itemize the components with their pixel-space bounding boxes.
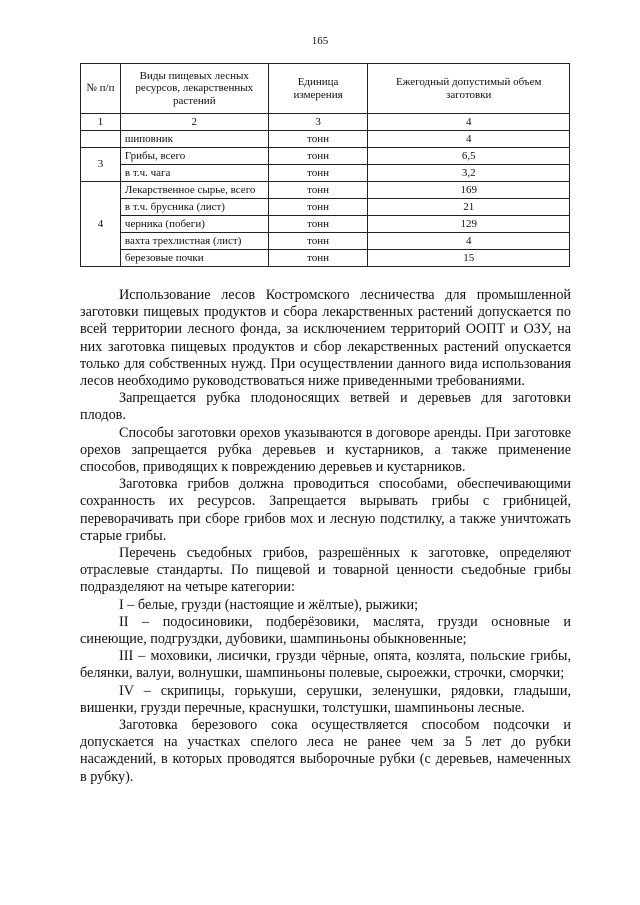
table-row: [81, 165, 570, 182]
row-number-cell: [81, 131, 121, 148]
volume-cell: 21: [368, 199, 570, 216]
header-number: № п/п: [81, 64, 121, 114]
forest-resources-table: [80, 63, 570, 267]
volume-cell: 15: [368, 250, 570, 267]
header-annual-volume: Ежегодный допустимый объем заготовки: [368, 64, 570, 114]
paragraph: Использование лесов Костромского лесничества для промышленной заготовки пищевых продуктов и сбора лекарственных растений допускается по всей территории лесного фонда, за исключением территорий ООПТ и ОЗУ, на них заготовка пищевых продуктов и сбор лекарственных растений опускается только для собственных нужд. При осуществлении данного вида использования лесов необходимо руководствоваться ниже приведенными требованиями.: [80, 287, 571, 390]
resource-name-cell: березовые почки: [120, 250, 268, 267]
column-number: 2: [120, 114, 268, 131]
resource-name-cell: в т.ч. брусника (лист): [120, 199, 268, 216]
volume-cell: 4: [368, 131, 570, 148]
mushroom-category-4: IV – скрипицы, горькуши, серушки, зеленушки, рядовки, гладыши, вишенки, грузди перечные, краснушки, толстушки, шампиньоны лесные.: [80, 682, 571, 716]
unit-cell: тонн: [268, 182, 368, 199]
unit-cell: тонн: [268, 250, 368, 267]
column-number: 3: [268, 114, 368, 131]
column-number: 4: [368, 114, 570, 131]
resource-name-cell: Лекарственное сырье, всего: [120, 182, 268, 199]
unit-cell: тонн: [268, 233, 368, 250]
body-text: [80, 287, 571, 786]
table-header-row: [81, 64, 570, 114]
table-row: [81, 233, 570, 250]
volume-cell: 4: [368, 233, 570, 250]
resource-name-cell: шиповник: [120, 131, 268, 148]
table-row: [81, 250, 570, 267]
header-resource-type: Виды пищевых лесных ресурсов, лекарственных растений: [120, 64, 268, 114]
unit-cell: тонн: [268, 216, 368, 233]
table-row: [81, 182, 570, 199]
volume-cell: 169: [368, 182, 570, 199]
mushroom-category-2: II – подосиновики, подберёзовики, маслята, грузди основные и синеющие, подгруздки, дубовики, шампиньоны обыкновенные;: [80, 613, 571, 648]
row-number-cell: 3: [81, 148, 121, 182]
table-row: [81, 148, 570, 165]
volume-cell: 6,5: [368, 148, 570, 165]
header-unit: Единица измерения: [268, 64, 368, 114]
volume-cell: 129: [368, 216, 570, 233]
table-row: [81, 216, 570, 233]
paragraph: Запрещается рубка плодоносящих ветвей и деревьев для заготовки плодов.: [80, 390, 571, 424]
resource-name-cell: черника (побеги): [120, 216, 268, 233]
table-row: [81, 199, 570, 216]
unit-cell: тонн: [268, 199, 368, 216]
unit-cell: тонн: [268, 165, 368, 182]
row-number-cell: 4: [81, 182, 121, 267]
paragraph: Заготовка грибов должна проводиться способами, обеспечивающими сохранность их ресурсов. Запрещается вырывать грибы с грибницей, переворачивать при сборе грибов мох и лесную подстилку, а также уничтожать старые грибы.: [80, 476, 571, 544]
mushroom-category-1: I – белые, грузди (настоящие и жёлтые), рыжики;: [119, 596, 419, 613]
column-number-row: [81, 114, 570, 131]
volume-cell: 3,2: [368, 165, 570, 182]
resource-name-cell: вахта трехлистная (лист): [120, 233, 268, 250]
paragraph: Способы заготовки орехов указываются в договоре аренды. При заготовке орехов запрещается рубка деревьев и кустарников, а также применение способов, приводящих к повреждению деревьев и кустарников.: [80, 424, 571, 476]
paragraph: Заготовка березового сока осуществляется способом подсочки и допускается на участках спелого леса не ранее чем за 5 лет до рубки насаждений, в которых проводятся выборочные рубки (с деревьев, намеченных в рубку).: [80, 717, 571, 785]
resource-name-cell: Грибы, всего: [120, 148, 268, 165]
paragraph: Перечень съедобных грибов, разрешённых к заготовке, определяют отраслевые стандарты. По пищевой и товарной ценности съедобные грибы подразделяют на четыре категории:: [80, 545, 571, 596]
mushroom-category-3: III – моховики, лисички, грузди чёрные, опята, козлята, польские грибы, белянки, валуи, волнушки, шампиньоны полевые, сыроежки, строчки, сморчки;: [80, 648, 571, 682]
page-number: 165: [311, 35, 329, 47]
column-number: 1: [81, 114, 121, 131]
unit-cell: тонн: [268, 131, 368, 148]
resource-name-cell: в т.ч. чага: [120, 165, 268, 182]
table-row: [81, 131, 570, 148]
unit-cell: тонн: [268, 148, 368, 165]
